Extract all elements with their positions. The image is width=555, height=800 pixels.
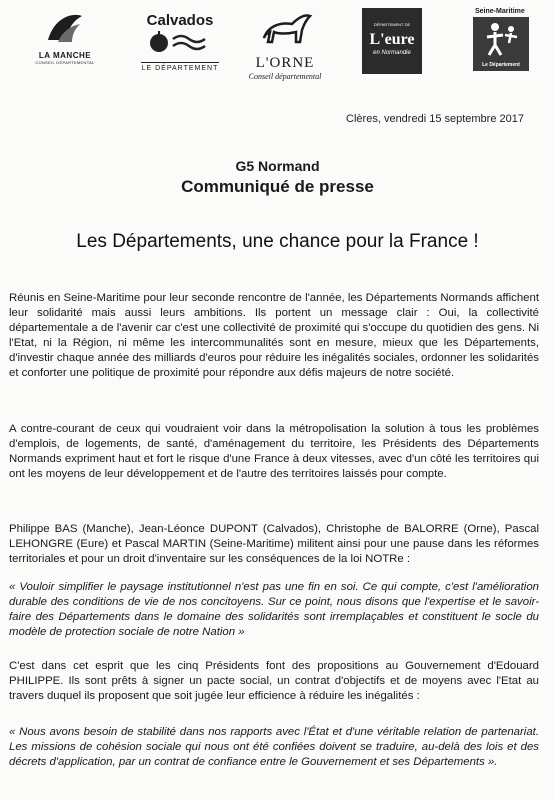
orne-name: L'ORNE [255, 55, 315, 71]
manche-wave-icon [44, 10, 86, 48]
logo-eure [362, 8, 422, 78]
paragraph-intro: Réunis en Seine-Maritime pour leur seconde rencontre de l'année, les Départements Normands affichent leur solidarité mais aussi leurs ambitions. Ils portent un message clair : Oui, la collectivité départementale a de l'avenir car c'est une collectivité de proximité qui s'occupe du quotidien des gens. Ni l'Etat, ni la Région, ni même les intercommunalités sont en mesure, mieux que les Départements, d'investir chaque année des milliards d'euros pour réduire les inégalités sociales, ordonner les solidarités et conforter une politique de proximité pour répondre aux défis majeurs de notre société. [9, 292, 539, 379]
eure-box [362, 8, 422, 74]
calvados-sub: LE DÉPARTEMENT [141, 62, 219, 72]
seine-name: Seine-Maritime [475, 8, 525, 15]
paragraph-propositions: C'est dans cet esprit que les cinq Présidents font des propositions au Gouvernement d'Edouard PHILIPPE. Ils sont prêts à signer un pacte social, un contrat d'objectifs et de moyens avec l'Etat au travers duquel ils proposent que soit jugée leur efficience à réduire les inégalités : [9, 660, 539, 702]
seine-sub: Le Département [482, 62, 520, 68]
quote-simplifier: « Vouloir simplifier le paysage institutionnel n'est pas une fin en soi. Ce qui compte, c'est l'amélioration durable des conditions de vie de nos concitoyens. Sur ce point, nous disons que l'expertise et le savoir-faire des Départements dans le domaine des solidarités sont irremplaçables et constituent le socle du modèle de protection sociale de notre Nation » [9, 581, 539, 638]
press-release-title: Communiqué de presse [181, 177, 374, 196]
paragraph-presidents: Philippe BAS (Manche), Jean-Léonce DUPONT (Calvados), Christophe de BALORRE (Orne), Pascal LEHONGRE (Eure) et Pascal MARTIN (Seine-Maritime) militent ainsi pour une pause dans les réformes territoriales et pour un droit d'inventaire sur les conséquences de la loi NOTRe : [9, 523, 539, 565]
manche-sub: CONSEIL DÉPARTEMENTAL [35, 60, 95, 65]
horse-icon [250, 8, 320, 48]
apple-wave-icon [145, 29, 215, 55]
seine-box [473, 17, 529, 71]
eure-sub: en Normandie [373, 50, 411, 56]
eure-top: DÉPARTEMENT DE [373, 22, 411, 27]
logo-calvados [135, 8, 225, 78]
calvados-name: Calvados [146, 12, 214, 29]
logo-bar [0, 8, 555, 81]
eure-name: L'eure [369, 31, 415, 48]
quote-stabilite: « Nous avons besoin de stabilité dans nos rapports avec l'État et d'une véritable relation de partenariat. Les missions de cohésion sociale qui nous ont été confiées doivent se traduire, au-delà des lois et des décrets d'application, par un contrat de confiance entre le Gouvernement et ses Départements ». [9, 726, 539, 768]
headline: Les Départements, une chance pour la France ! [76, 231, 479, 252]
figures-icon [473, 17, 529, 59]
paragraph-metropolisation: A contre-courant de ceux qui voudraient voir dans la métropolisation la solution à tous les problèmes d'emplois, de logements, de santé, d'aménagement du territoire, les Présidents des Départements Normands expriment haut et fort le risque d'une France à deux vitesses, avec d'un côté les territoires qui ont les moyens de leur développement et de l'autre des territoires laissés pour compte. [9, 423, 539, 480]
logo-la-manche [30, 8, 100, 78]
logo-orne [240, 8, 330, 81]
group-title: G5 Normand [235, 158, 320, 174]
manche-name: LA MANCHE [38, 51, 92, 60]
logo-seine-maritime [473, 8, 531, 78]
dateline: Clères, vendredi 15 septembre 2017 [346, 113, 524, 125]
orne-sub: Conseil départemental [248, 72, 322, 81]
